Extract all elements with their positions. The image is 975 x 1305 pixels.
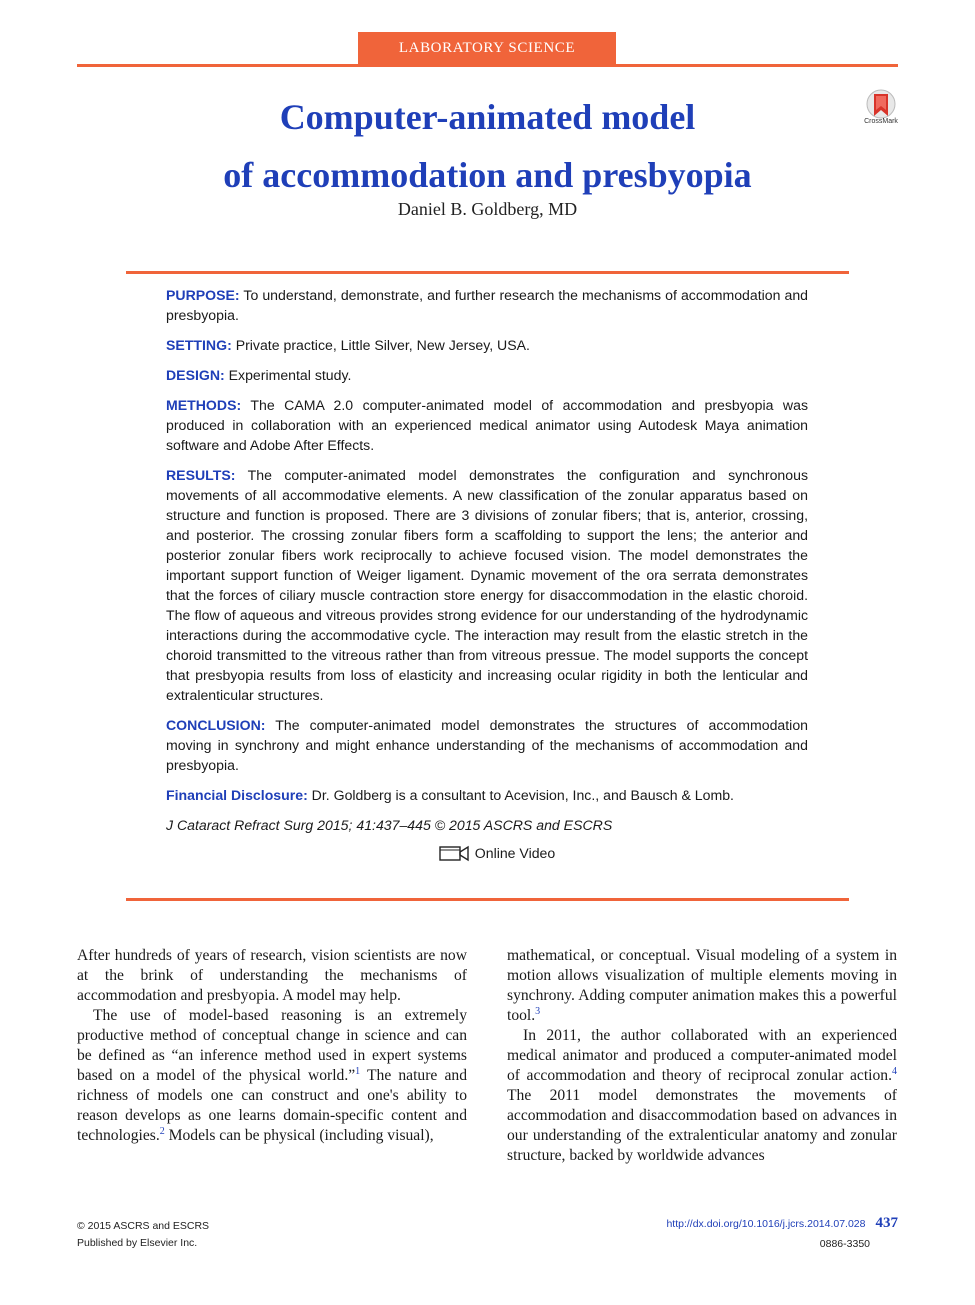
- body-paragraph: [77, 1006, 467, 1146]
- abstract-methods: [166, 395, 808, 455]
- body-text: Models can be physical (including visual),: [164, 1127, 434, 1144]
- abstract-purpose: [166, 285, 808, 325]
- title-line-2: of accommodation and presbyopia: [223, 155, 752, 195]
- conclusion-text: The computer-animated model demonstrates the structures of accommodation moving in synchrony and might enhance understanding of the mechanisms of accommodation and presbyopia.: [166, 717, 808, 773]
- abstract-design: [166, 365, 808, 385]
- reference-link[interactable]: 3: [535, 1005, 541, 1017]
- online-video-link[interactable]: [166, 843, 808, 863]
- methods-text: The CAMA 2.0 computer-animated model of accommodation and presbyopia was produced in collaboration with an experienced medical animator using Autodesk Maya animation software and Adobe After Effects.: [166, 397, 808, 453]
- body-right-column: [507, 946, 897, 1166]
- abstract-results: [166, 465, 808, 705]
- doi-link[interactable]: http://dx.doi.org/10.1016/j.jcrs.2014.07.028: [666, 1218, 866, 1230]
- publisher: Published by Elsevier Inc.: [77, 1237, 198, 1249]
- journal-citation: J Cataract Refract Surg 2015; 41:437–445 © 2015 ASCRS and ESCRS: [166, 817, 613, 833]
- page-number: 437: [875, 1215, 898, 1231]
- body-text: The use of model-based reasoning is an extremely productive method of conceptual change in science and can be defined as “an inference method used in expert systems based on a model of the physical world.”: [77, 1007, 467, 1084]
- footer-left: [77, 1218, 209, 1252]
- title-line-1: Computer-animated model: [279, 97, 696, 137]
- body-paragraph: After hundreds of years of research, vision scientists are now at the brink of understanding the mechanisms of accommodation and presbyopia. A model may help.: [77, 947, 467, 1004]
- reference-link[interactable]: 2: [159, 1125, 165, 1137]
- body-text: mathematical, or conceptual. Visual modeling of a system in motion allows visualization of multiple elements moving in synchrony. Adding computer animation makes this a powerful tool.: [507, 947, 897, 1024]
- abstract-setting: [166, 335, 808, 355]
- disclosure-label: Financial Disclosure:: [166, 787, 308, 803]
- crossmark-label: CrossMark: [864, 118, 898, 125]
- disclosure-text: Dr. Goldberg is a consultant to Acevision, Inc., and Bausch & Lomb.: [307, 787, 734, 803]
- copyright: © 2015 ASCRS and ESCRS: [77, 1220, 210, 1232]
- purpose-text: To understand, demonstrate, and further research the mechanisms of accommodation and presbyopia.: [166, 287, 808, 323]
- issn: 0886-3350: [819, 1238, 870, 1250]
- design-label: DESIGN:: [166, 367, 225, 383]
- methods-label: METHODS:: [166, 397, 242, 413]
- setting-label: SETTING:: [166, 337, 232, 353]
- abstract-bottom-rule: [126, 898, 849, 901]
- article-title: [120, 88, 855, 204]
- body-paragraph: [507, 1026, 897, 1166]
- abstract-conclusion: [166, 715, 808, 775]
- body-text: The 2011 model demonstrates the movements of accommodation and disaccommodation based on advances in our understanding of the extralenticular anatomy and zonular structure, backed by worldwide advances: [507, 1087, 897, 1164]
- body-paragraph: [507, 946, 897, 1026]
- footer-right: [560, 1213, 898, 1254]
- online-video-label: Online Video: [474, 845, 556, 861]
- reference-link[interactable]: 1: [355, 1065, 361, 1077]
- body-text: In 2011, the author collaborated with an experienced medical animator and produced a computer-animated model of accommodation and theory of reciprocal zonular action.: [507, 1027, 897, 1084]
- reference-link[interactable]: 4: [892, 1065, 897, 1077]
- financial-disclosure: [166, 785, 808, 805]
- design-text: Experimental study.: [224, 367, 352, 383]
- abstract: [166, 285, 808, 863]
- body-left-column: [77, 946, 467, 1146]
- results-label: RESULTS:: [166, 467, 236, 483]
- header-rule: [77, 64, 898, 67]
- conclusion-label: CONCLUSION:: [166, 717, 266, 733]
- author-name: Daniel B. Goldberg, MD: [397, 199, 578, 219]
- purpose-label: PURPOSE:: [166, 287, 240, 303]
- video-camera-icon: [439, 844, 469, 862]
- abstract-top-rule: [126, 271, 849, 274]
- setting-text: Private practice, Little Silver, New Jersey, USA.: [231, 337, 530, 353]
- section-label: LABORATORY SCIENCE: [398, 40, 576, 56]
- results-text: The computer-animated model demonstrates the configuration and synchronous movements of all accommodative elements. A new classification of the zonular apparatus based on structure and function is proposed. There are 3 divisions of zonular fibers; that is, anterior, crossing, and posterior. The crossing zonular fibers form a scaffolding to support the lens; the anterior and posterior zonular fibers work reciprocally to achieve focused vision. The model demonstrates the important support function of Weiger ligament. Dynamic movement of the ora serrata demonstrates that the forces of ciliary muscle contraction store energy for disaccommodation in the elastic choroid. The flow of aqueous and vitreous provides strong evidence for our understanding of the hydrodynamic interactions during the accommodative cycle. The interaction may result from the elastic stretch in the choroid transmitted to the vitreous rather than from vitreous pressue. The model supports the concept that presbyopia results from loss of elasticity and increasing ocular rigidity in both the lenticular and extralenticular structures.: [166, 467, 808, 703]
- body-text: The nature and richness of models one can construct and one's ability to reason develops as one learns domain-specific content and technologies.: [77, 1067, 467, 1144]
- section-tab: [358, 32, 616, 65]
